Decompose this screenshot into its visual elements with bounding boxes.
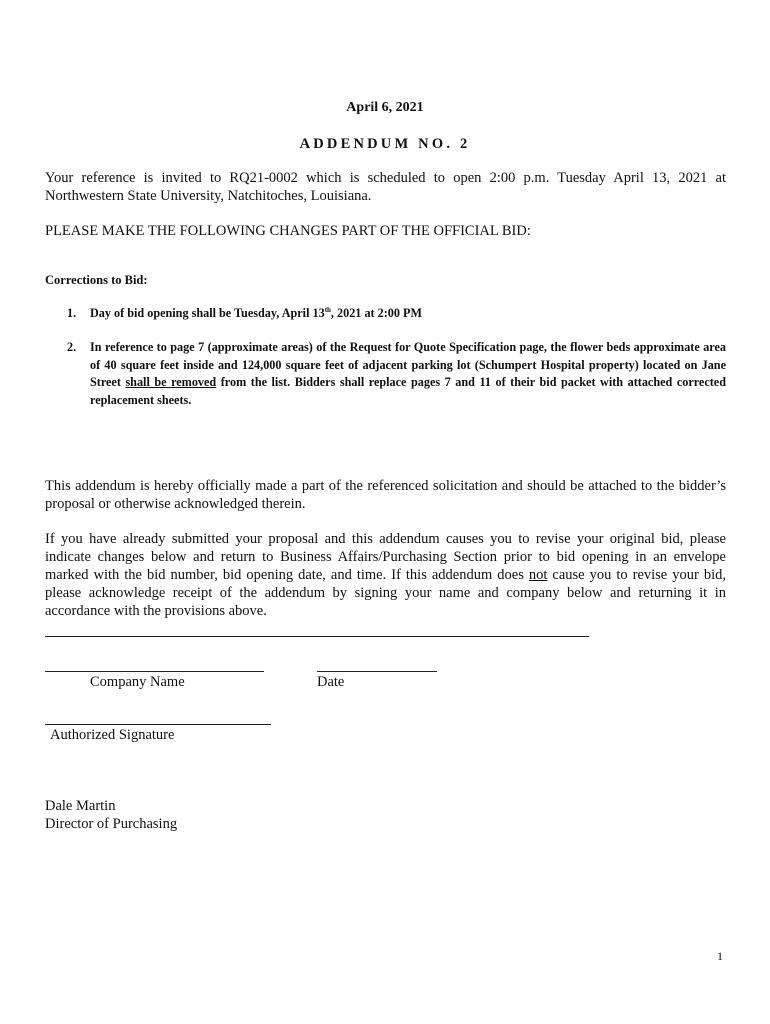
signer-title: Director of Purchasing (45, 816, 178, 832)
page-number: 1 (717, 949, 723, 963)
instruction-paragraph: PLEASE MAKE THE FOLLOWING CHANGES PART OF THE OFFICIAL BID: (45, 223, 531, 239)
correction-item-1 (67, 305, 726, 323)
signature-line[interactable] (45, 724, 271, 725)
company-name-line[interactable] (45, 671, 264, 672)
correction-item-number: 2. (67, 340, 77, 354)
correction-text-part: from the list. Bidders shall replace pages 7 and 11 of their bid packet with attached corrected replacement sheets. (90, 375, 726, 407)
correction-item-number: 1. (67, 306, 77, 320)
acknowledgement-paragraph: This addendum is hereby officially made a part of the referenced solicitation and should be attached to the bidder’s proposal or otherwise acknowledged therein. (45, 478, 726, 512)
document-date: April 6, 2021 (346, 100, 424, 115)
corrections-heading: Corrections to Bid: (45, 273, 148, 287)
underlined-phrase: shall be removed (125, 375, 217, 389)
correction-item-text (90, 305, 726, 323)
ordinal-suffix: th (324, 305, 331, 314)
authorized-signature-label: Authorized Signature (50, 727, 175, 743)
intro-paragraph: Your reference is invited to RQ21-0002 which is scheduled to open 2:00 p.m. Tuesday April 13, 2021 at Northwestern State University, Natchitoches, Louisiana. (45, 170, 726, 204)
correction-text-part: , 2021 at 2:00 PM (330, 306, 422, 320)
revise-instructions-paragraph (45, 530, 726, 620)
changes-entry-line[interactable] (45, 636, 589, 637)
signer-name: Dale Martin (45, 798, 116, 814)
correction-item-text (90, 339, 726, 409)
date-label: Date (317, 674, 345, 690)
date-line[interactable] (317, 671, 437, 672)
underlined-not: not (528, 567, 548, 583)
revise-text-part: If you have already submitted your proposal and this addendum causes you to revise your original bid, please indicate changes below and return to Business Affairs/Purchasing Section prior to bid opening in an envelope marked with the bid number, bid opening date, and time. If this addendum does (45, 531, 726, 583)
correction-item-2 (67, 339, 726, 409)
revise-text-part: cause you to revise your bid, please acknowledge receipt of the addendum by signing your name and company below and returning it in accordance with the provisions above. (45, 567, 726, 619)
correction-text-part: Day of bid opening shall be Tuesday, April 13 (90, 306, 325, 320)
company-name-label: Company Name (90, 674, 185, 690)
correction-text-part: In reference to page 7 (approximate areas) of the Request for Quote Specification page, the flower beds approximate area of 40 square feet inside and 124,000 square feet of adjacent parking lot (Schumpert Hospital property) located on Jane Street (90, 340, 726, 389)
document-title: ADDENDUM NO. 2 (299, 136, 471, 152)
